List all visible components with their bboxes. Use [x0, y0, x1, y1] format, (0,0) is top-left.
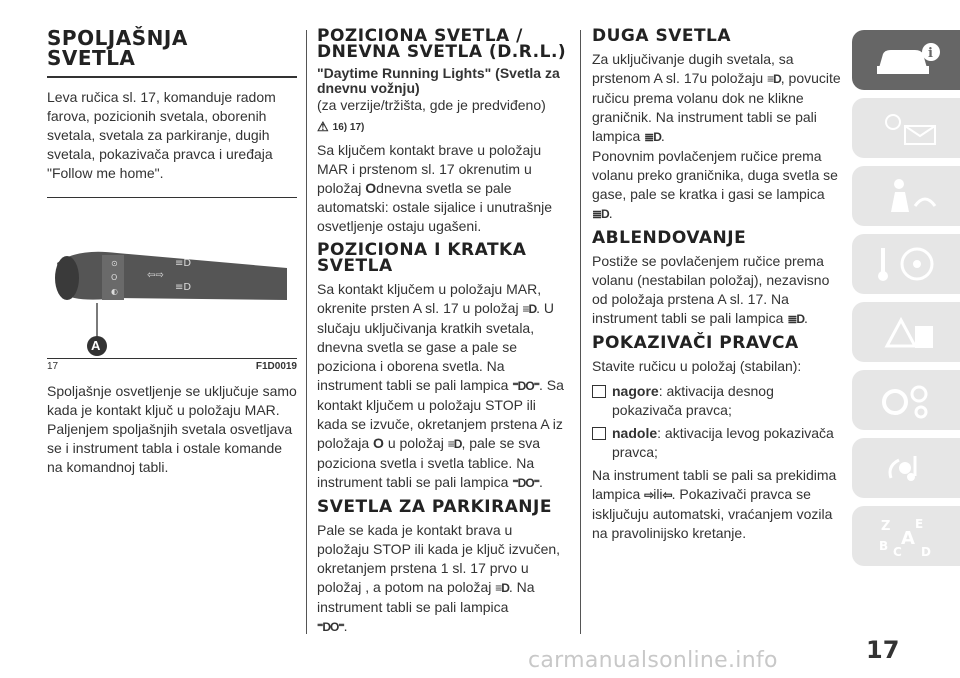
tab-emergency[interactable] — [852, 302, 960, 362]
svg-text:i: i — [928, 46, 933, 61]
svg-text:B: B — [879, 539, 889, 553]
drl-note: (za verzije/tržišta, gde je predviđeno) — [317, 97, 546, 113]
position-lights-icon: ⁼DO⁼ — [317, 620, 344, 634]
low-beam-icon: ≡D — [522, 302, 537, 316]
tab-index[interactable] — [852, 506, 960, 566]
indicators-intro: Stavite ručicu u položaj (stabilan): — [592, 358, 802, 374]
column-2 — [317, 28, 567, 643]
figure-number: 17 — [47, 361, 59, 372]
breakdown-icon — [871, 312, 941, 352]
section-title-position-low: POZICIONA I KRATKA SVETLA — [317, 240, 527, 276]
figure-code: F1D0019 — [255, 361, 297, 372]
column-3 — [592, 28, 842, 549]
section-title-flash: ABLENDOVANJE — [592, 228, 747, 248]
page-number: 17 — [866, 636, 900, 664]
low-beam-icon: ≡D — [495, 581, 509, 595]
figure-stalk — [47, 208, 297, 359]
tab-safety[interactable] — [852, 166, 960, 226]
index-letters-icon — [871, 514, 941, 558]
section-title-high-beam: DUGA SVETLA — [592, 26, 732, 46]
tab-dashboard[interactable] — [852, 98, 960, 158]
steering-wheel-icon — [871, 244, 941, 284]
chapter-tabs — [852, 30, 960, 574]
low-beam-icon: ≡D — [447, 437, 462, 451]
exterior-lights-text: Spoljašnje osvetljenje se uključuje samo kada je kontakt ključ u položaju MAR. Paljenjem spoljašnjih svetala osvetljava se i instrument tabla i ostale komande na komandnoj tabli. — [47, 383, 297, 475]
bullet-box-icon — [592, 385, 606, 398]
title-rule — [47, 76, 297, 78]
indicators-text: Na instrument tabli se pali sa prekidima lampica ⇨ili⇦. Pokazivači pravca se isključuju automatski, vraćanjem vozila na pravolinijsko kretanje. — [592, 467, 837, 541]
position-lights-icon: ⁼DO⁼ — [512, 476, 539, 490]
gears-icon — [871, 380, 941, 420]
tab-knowing-car[interactable] — [852, 30, 960, 90]
svg-text:⊙: ⊙ — [111, 259, 118, 268]
figure-callout-a: A — [91, 338, 101, 353]
svg-text:≡D: ≡D — [175, 282, 192, 293]
svg-text:Z: Z — [881, 519, 891, 534]
svg-text:◐: ◐ — [111, 287, 118, 296]
right-arrow-icon: ⇨ — [644, 488, 654, 502]
tab-maintenance[interactable] — [852, 370, 960, 430]
svg-text:≡D: ≡D — [175, 258, 192, 269]
drl-text: Sa ključem kontakt brave u položaju MAR i prstenom sl. 17 okrenutim u položaj Odnevna svetla se pale automatski: ostale sijalice i unutrašnje osvetljenje ostaju ugašeni. — [317, 142, 553, 234]
parking-text: Pale se kada je kontakt brava u položaju STOP ili kada je ključ izvučen, okretanjem prstena 1 sl. 17 prvo u položaj , a potom na položaj ≡D. Na instrument tabli se pali lampica ⁼DO⁼. — [317, 522, 561, 634]
warning-refs: ⚠ 16) 17) — [317, 119, 365, 134]
high-beam-icon: ≣D — [644, 130, 661, 144]
column-1 — [47, 28, 297, 483]
figure-top-rule — [47, 197, 297, 198]
figure-caption — [47, 361, 297, 372]
column-divider-1 — [306, 30, 307, 634]
warning-icon: ⚠ — [317, 119, 329, 134]
high-beam-icon: ≣D — [787, 312, 805, 326]
warning-lights-icon — [871, 108, 941, 148]
list-item: nadole: aktivacija levog pokazivača pravca; — [592, 424, 842, 462]
svg-text:E: E — [915, 517, 924, 531]
section-title-drl: POZICIONA SVETLA / DNEVNA SVETLA (D.R.L.) — [317, 26, 567, 62]
svg-text:D: D — [921, 545, 931, 558]
low-beam-icon: ≡D — [767, 72, 781, 86]
tab-starting-driving[interactable] — [852, 234, 960, 294]
left-arrow-icon: ⇦ — [662, 488, 672, 502]
bullet-box-icon — [592, 427, 606, 440]
tab-multimedia[interactable] — [852, 438, 960, 498]
watermark: carmanualsonline.info — [528, 648, 778, 673]
svg-text:A: A — [901, 528, 915, 549]
svg-text:C: C — [893, 545, 902, 558]
section-title-exterior-lights: SPOLJAŠNJA SVETLA — [47, 26, 188, 70]
drl-subtitle: "Daytime Running Lights" (Svetla za dnevnu vožnju) — [317, 65, 560, 96]
section-title-parking: SVETLA ZA PARKIRANJE — [317, 497, 552, 517]
position-lights-icon: ⁼DO⁼ — [512, 379, 539, 393]
svg-text:⇦⇨: ⇦⇨ — [147, 270, 164, 281]
high-beam-icon: ≣D — [592, 207, 609, 221]
flash-text: Postiže se povlačenjem ručice prema volanu (nestabilan položaj), nezavisno od položaja prstena A sl. 17. Na instrument tabli se pali lampica ≣D. — [592, 253, 830, 326]
high-beam-text: Za uključivanje dugih svetala, sa prstenom A sl. 17u položaju ≡D, povucite ručicu prema volanu dok ne klikne graničnik. Na instrument tabli se pali lampica ≣D. Ponovnim povlačenjem ručice prema volanu preko graničnika, duga svetla se gase, pale se kratka i gasi se lampica ≣D. — [592, 51, 841, 221]
multimedia-icon — [871, 448, 941, 488]
svg-text:O: O — [111, 273, 118, 282]
stalk-illustration — [47, 208, 297, 358]
seatbelt-icon — [871, 176, 941, 216]
intro-text: Leva ručica sl. 17, komanduje radom farova, pozicionih svetala, oborenih svetala, svetala za parkiranje, dugih svetala, pokazivača pravca i uređaja "Follow me home". — [47, 89, 276, 181]
position-low-text: Sa kontakt ključem u položaju MAR, okrenite prsten A sl. 17 u položaj ≡D. U slučaju uključivanja kratkih svetala, dnevna svetla se gase a pale se poziciona i oborena svetla. Na instrument tabli se pali lampica ⁼DO⁼. Sa kontakt ključem u položaju STOP ili kada se izvuče, okretanjem prstena A iz položaja O u položaj ≡D, pale se sva poziciona svetla i svetla tablice. Na instrument tabli se pali lampica ⁼DO⁼. — [317, 281, 564, 490]
column-divider-2 — [580, 30, 581, 634]
car-info-icon — [871, 40, 941, 80]
list-item: nagore: aktivacija desnog pokazivača pravca; — [592, 382, 842, 420]
section-title-indicators: POKAZIVAČI PRAVCA — [592, 333, 799, 353]
